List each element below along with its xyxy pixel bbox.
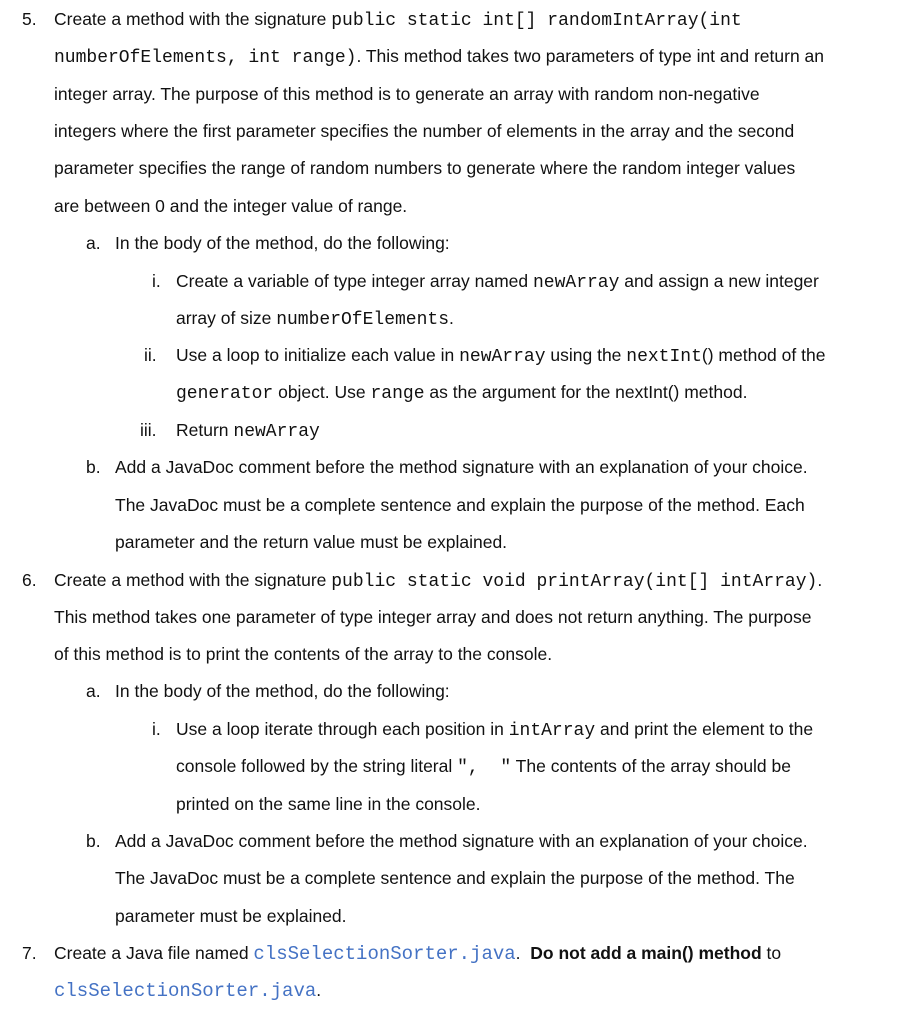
item-5aii-line-1: [176, 341, 825, 369]
item-5ai-text: Create a variable of type integer array named: [176, 271, 533, 291]
item-6ai-string-literal: ", ": [457, 758, 512, 778]
item-5ai-text: array of size: [176, 308, 277, 328]
item-6ai-code: intArray: [508, 721, 596, 741]
item-5-line-2: [54, 42, 824, 70]
item-6b-line-3: parameter must be explained.: [115, 906, 347, 926]
item-5b-line-3: parameter and the return value must be explained.: [115, 532, 508, 552]
item-6-line-1: [54, 566, 822, 594]
item-5ai-code: newArray: [533, 273, 620, 293]
item-5-number: 5.: [22, 9, 37, 29]
item-5-line-3: integer array. The purpose of this method is to generate an array with random non-negative: [54, 84, 760, 104]
item-7-filename-link: clsSelectionSorter.java: [54, 980, 317, 1002]
item-6ai-line-2: [176, 752, 791, 780]
item-7-filename-link: clsSelectionSorter.java: [253, 943, 516, 965]
item-7-line-2: [54, 976, 321, 1004]
item-5a-marker: a.: [86, 233, 101, 253]
item-7-number: 7.: [22, 943, 37, 963]
item-6ai-text: console followed by the string literal: [176, 756, 458, 776]
item-6-text: Create a method with the signature: [54, 570, 332, 590]
item-5b-line-2: The JavaDoc must be a complete sentence and explain the purpose of the method. Each: [115, 495, 805, 515]
item-5aiii-marker: iii.: [140, 420, 157, 440]
item-5a-text: In the body of the method, do the following:: [115, 233, 450, 253]
item-6ai-marker: i.: [152, 719, 161, 739]
item-5aii-text: as the argument for the nextInt() method.: [424, 382, 748, 402]
item-5-line-1: [54, 5, 742, 33]
item-5aii-text: Use a loop to initialize each value in: [176, 345, 460, 365]
item-5aiii-code: newArray: [233, 422, 320, 442]
item-6b-marker: b.: [86, 831, 101, 851]
item-6b-line-2: The JavaDoc must be a complete sentence and explain the purpose of the method. The: [115, 868, 795, 888]
item-5-line-6: are between 0 and the integer value of range.: [54, 196, 408, 216]
item-5aii-code: generator: [176, 384, 274, 404]
item-6b-line-1: Add a JavaDoc comment before the method signature with an explanation of your choice.: [115, 831, 808, 851]
item-6ai-line-1: [176, 715, 813, 743]
item-5aii-code: range: [370, 384, 425, 404]
item-6-line-3: of this method is to print the contents of the array to the console.: [54, 644, 553, 664]
item-5aii-text: () method of the: [701, 345, 826, 365]
item-6-signature-code: public static void printArray(int[] intArray): [331, 572, 818, 592]
item-6ai-text: The contents of the array should be: [511, 756, 791, 776]
item-5-signature-code: public static int[] randomIntArray(int: [331, 11, 742, 31]
item-5ai-text: and assign a new integer: [619, 271, 819, 291]
item-5-line-4: integers where the first parameter specifies the number of elements in the array and the second: [54, 121, 795, 141]
item-7-text: to: [761, 943, 782, 963]
item-5ai-code: numberOfElements: [276, 310, 450, 330]
item-5ai-marker: i.: [152, 271, 161, 291]
item-7-text: .: [515, 943, 521, 963]
item-5aii-code: newArray: [459, 347, 546, 367]
item-7-text: .: [316, 980, 322, 1000]
item-6ai-line-3: printed on the same line in the console.: [176, 794, 481, 814]
item-5aii-marker: ii.: [144, 345, 157, 365]
item-6a-marker: a.: [86, 681, 101, 701]
item-5aii-text: object. Use: [273, 382, 371, 402]
item-5-text: . This method takes two parameters of type int and return an: [356, 46, 825, 66]
item-5aii-code: nextInt: [626, 347, 702, 367]
item-5aiii-text: Return: [176, 420, 234, 440]
item-6ai-text: Use a loop iterate through each position in: [176, 719, 509, 739]
item-5-line-5: parameter specifies the range of random numbers to generate where the random integer values: [54, 158, 796, 178]
item-5ai-text: .: [449, 308, 454, 328]
item-5b-marker: b.: [86, 457, 101, 477]
item-5-text: Create a method with the signature: [54, 9, 332, 29]
item-7-line-1: [54, 939, 781, 967]
item-7-bold-text: Do not add a main() method: [530, 943, 762, 963]
item-5aii-line-2: [176, 378, 747, 406]
item-6-number: 6.: [22, 570, 37, 590]
item-5-signature-code-cont: numberOfElements, int range): [54, 48, 357, 68]
item-5aii-text: using the: [545, 345, 627, 365]
item-5b-line-1: Add a JavaDoc comment before the method signature with an explanation of your choice.: [115, 457, 808, 477]
item-7-text: Create a Java file named: [54, 943, 254, 963]
item-6-text: .: [817, 570, 823, 590]
item-6-line-2: This method takes one parameter of type integer array and does not return anything. The purpose: [54, 607, 812, 627]
item-6ai-text: and print the element to the: [595, 719, 814, 739]
item-5ai-line-2: [176, 304, 454, 332]
item-6a-text: In the body of the method, do the following:: [115, 681, 450, 701]
item-5ai-line-1: [176, 267, 819, 295]
item-5aiii-line: [176, 416, 320, 444]
